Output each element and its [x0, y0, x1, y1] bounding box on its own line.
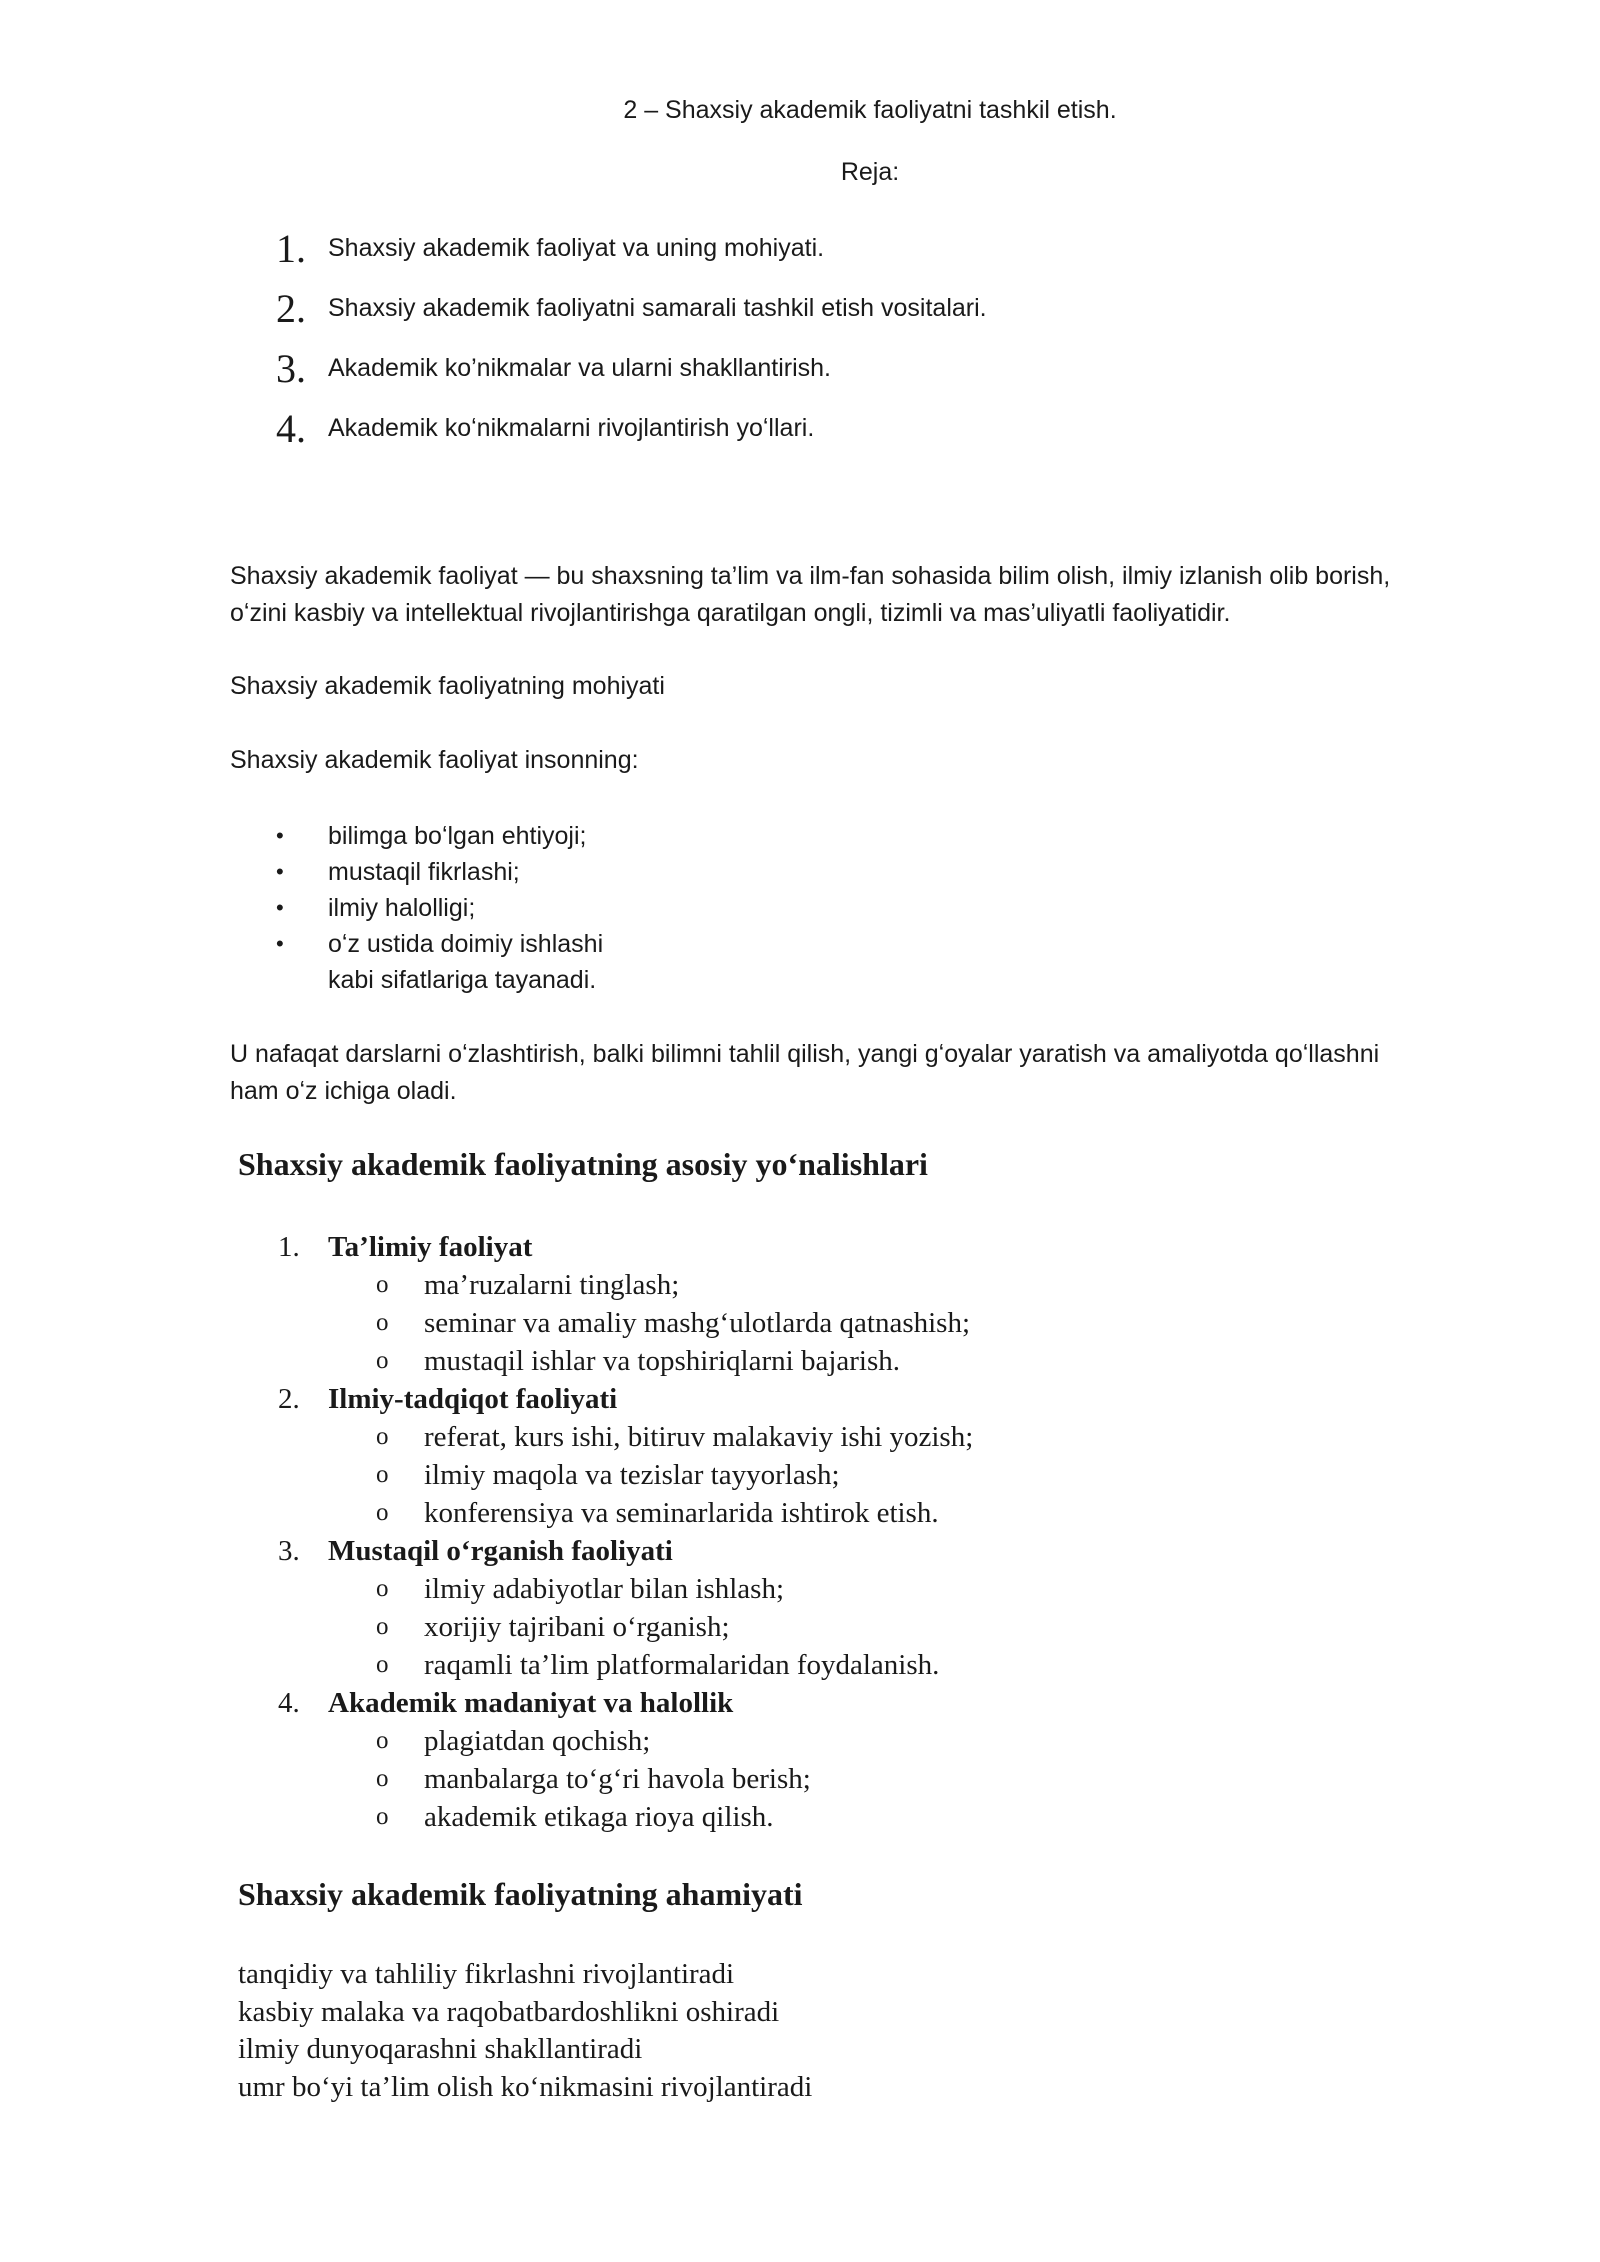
list-tail	[276, 962, 603, 998]
sub-item	[278, 1342, 973, 1380]
sub-item	[278, 1304, 973, 1342]
sub-item-text: akademik etikaga rioya qilish.	[424, 1800, 774, 1833]
list-item-text: mustaqil fikrlashi;	[328, 857, 520, 886]
bullet-icon: •	[276, 823, 284, 848]
sub-item-text: ilmiy adabiyotlar bilan ishlash;	[424, 1572, 785, 1605]
list-item-text: bilimga boʻlgan ehtiyoji;	[328, 821, 587, 850]
direction-section	[278, 1532, 973, 1570]
document-title: 2 – Shaxsiy akademik faoliyatni tashkil etish.	[623, 96, 1117, 124]
sub-item	[278, 1646, 973, 1684]
sub-item	[278, 1456, 973, 1494]
list-item	[276, 926, 603, 962]
definition-line: oʻzini kasbiy va intellektual rivojlantirishga qaratilgan ongli, tizimli va mas’uliyatli faoliyatidir.	[230, 599, 1231, 627]
sub-item-text: referat, kurs ishi, bitiruv malakaviy ishi yozish;	[424, 1420, 974, 1453]
sub-item	[278, 1266, 973, 1304]
essence-heading: Shaxsiy akademik faoliyatning mohiyati	[230, 672, 665, 700]
plan-item-number: 1.	[276, 225, 306, 271]
plan-item-text: Akademik ko’nikmalar va ularni shakllantirish.	[328, 353, 831, 382]
summary-line: ham oʻz ichiga oladi.	[230, 1077, 457, 1105]
circle-bullet-icon: o	[376, 1347, 389, 1374]
plan-label: Reja:	[840, 158, 900, 186]
list-item	[276, 890, 603, 926]
importance-heading: Shaxsiy akademik faoliyatning ahamiyati	[238, 1876, 803, 1912]
circle-bullet-icon: o	[376, 1727, 389, 1754]
sub-item-text: plagiatdan qochish;	[424, 1724, 651, 1757]
definition-paragraph	[230, 558, 1530, 632]
circle-bullet-icon: o	[376, 1271, 389, 1298]
sub-item-text: xorijiy tajribani oʻrganish;	[424, 1610, 730, 1643]
summary-paragraph	[230, 1036, 1530, 1110]
plan-item-text: Akademik koʻnikmalarni rivojlantirish yoʻllari.	[328, 413, 815, 442]
list-item	[276, 818, 603, 854]
bullet-icon: •	[276, 859, 284, 884]
section-number: 3.	[278, 1534, 300, 1567]
sub-item	[278, 1494, 973, 1532]
direction-section	[278, 1380, 973, 1418]
section-title: Mustaqil oʻrganish faoliyati	[328, 1534, 673, 1567]
circle-bullet-icon: o	[376, 1651, 389, 1678]
sub-item-text: raqamli ta’lim platformalaridan foydalanish.	[424, 1648, 940, 1681]
sub-item-text: manbalarga toʻgʻri havola berish;	[424, 1762, 811, 1795]
sub-item	[278, 1608, 973, 1646]
qualities-list	[276, 818, 603, 998]
plan-item-number: 3.	[276, 345, 306, 391]
plan-item	[276, 278, 987, 338]
definition-line: Shaxsiy akademik faoliyat — bu shaxsning ta’lim va ilm-fan sohasida bilim olish, ilmiy izlanish olib borish,	[230, 562, 1391, 590]
list-item-text: oʻz ustida doimiy ishlashi	[328, 929, 604, 958]
sub-item	[278, 1570, 973, 1608]
direction-section	[278, 1684, 973, 1722]
plan-item	[276, 338, 987, 398]
section-title: Ilmiy-tadqiqot faoliyati	[328, 1382, 618, 1415]
circle-bullet-icon: o	[376, 1461, 389, 1488]
directions-list	[278, 1228, 973, 1836]
bullet-icon: •	[276, 895, 284, 920]
lead-in-text: Shaxsiy akademik faoliyat insonning:	[230, 746, 639, 774]
importance-list	[238, 1956, 812, 2106]
plan-list	[276, 218, 987, 458]
plan-item-text: Shaxsiy akademik faoliyat va uning mohiyati.	[328, 233, 825, 262]
importance-item: kasbiy malaka va raqobatbardoshlikni oshiradi	[238, 1995, 780, 2028]
sub-item	[278, 1760, 973, 1798]
bullet-icon: •	[276, 931, 284, 956]
directions-heading: Shaxsiy akademik faoliyatning asosiy yoʻnalishlari	[238, 1146, 928, 1182]
plan-item	[276, 398, 987, 458]
direction-section	[278, 1228, 973, 1266]
list-item	[276, 854, 603, 890]
list-tail-text: kabi sifatlariga tayanadi.	[328, 965, 597, 994]
circle-bullet-icon: o	[376, 1765, 389, 1792]
circle-bullet-icon: o	[376, 1309, 389, 1336]
section-title: Akademik madaniyat va halollik	[328, 1686, 734, 1719]
sub-item	[278, 1722, 973, 1760]
importance-item: tanqidiy va tahliliy fikrlashni rivojlantiradi	[238, 1958, 735, 1991]
section-number: 1.	[278, 1230, 300, 1263]
sub-item	[278, 1418, 973, 1456]
list-item-text: ilmiy halolligi;	[328, 893, 476, 922]
importance-item: umr boʻyi ta’lim olish koʻnikmasini rivojlantiradi	[238, 2070, 813, 2103]
section-number: 2.	[278, 1382, 300, 1415]
sub-item-text: seminar va amaliy mashgʻulotlarda qatnashish;	[424, 1306, 971, 1339]
circle-bullet-icon: o	[376, 1423, 389, 1450]
circle-bullet-icon: o	[376, 1499, 389, 1526]
circle-bullet-icon: o	[376, 1575, 389, 1602]
plan-item-text: Shaxsiy akademik faoliyatni samarali tashkil etish vositalari.	[328, 293, 987, 322]
importance-item: ilmiy dunyoqarashni shakllantiradi	[238, 2033, 643, 2066]
sub-item	[278, 1798, 973, 1836]
summary-line: U nafaqat darslarni oʻzlashtirish, balki bilimni tahlil qilish, yangi gʻoyalar yaratish va amaliyotda qoʻllashni	[230, 1040, 1380, 1068]
sub-item-text: konferensiya va seminarlarida ishtirok etish.	[424, 1496, 939, 1529]
plan-item-number: 4.	[276, 405, 306, 451]
plan-item	[276, 218, 987, 278]
plan-item-number: 2.	[276, 285, 306, 331]
circle-bullet-icon: o	[376, 1613, 389, 1640]
sub-item-text: ilmiy maqola va tezislar tayyorlash;	[424, 1458, 840, 1491]
section-number: 4.	[278, 1686, 300, 1719]
circle-bullet-icon: o	[376, 1803, 389, 1830]
sub-item-text: mustaqil ishlar va topshiriqlarni bajarish.	[424, 1344, 900, 1377]
section-title: Ta’limiy faoliyat	[328, 1230, 533, 1263]
sub-item-text: ma’ruzalarni tinglash;	[424, 1268, 680, 1301]
